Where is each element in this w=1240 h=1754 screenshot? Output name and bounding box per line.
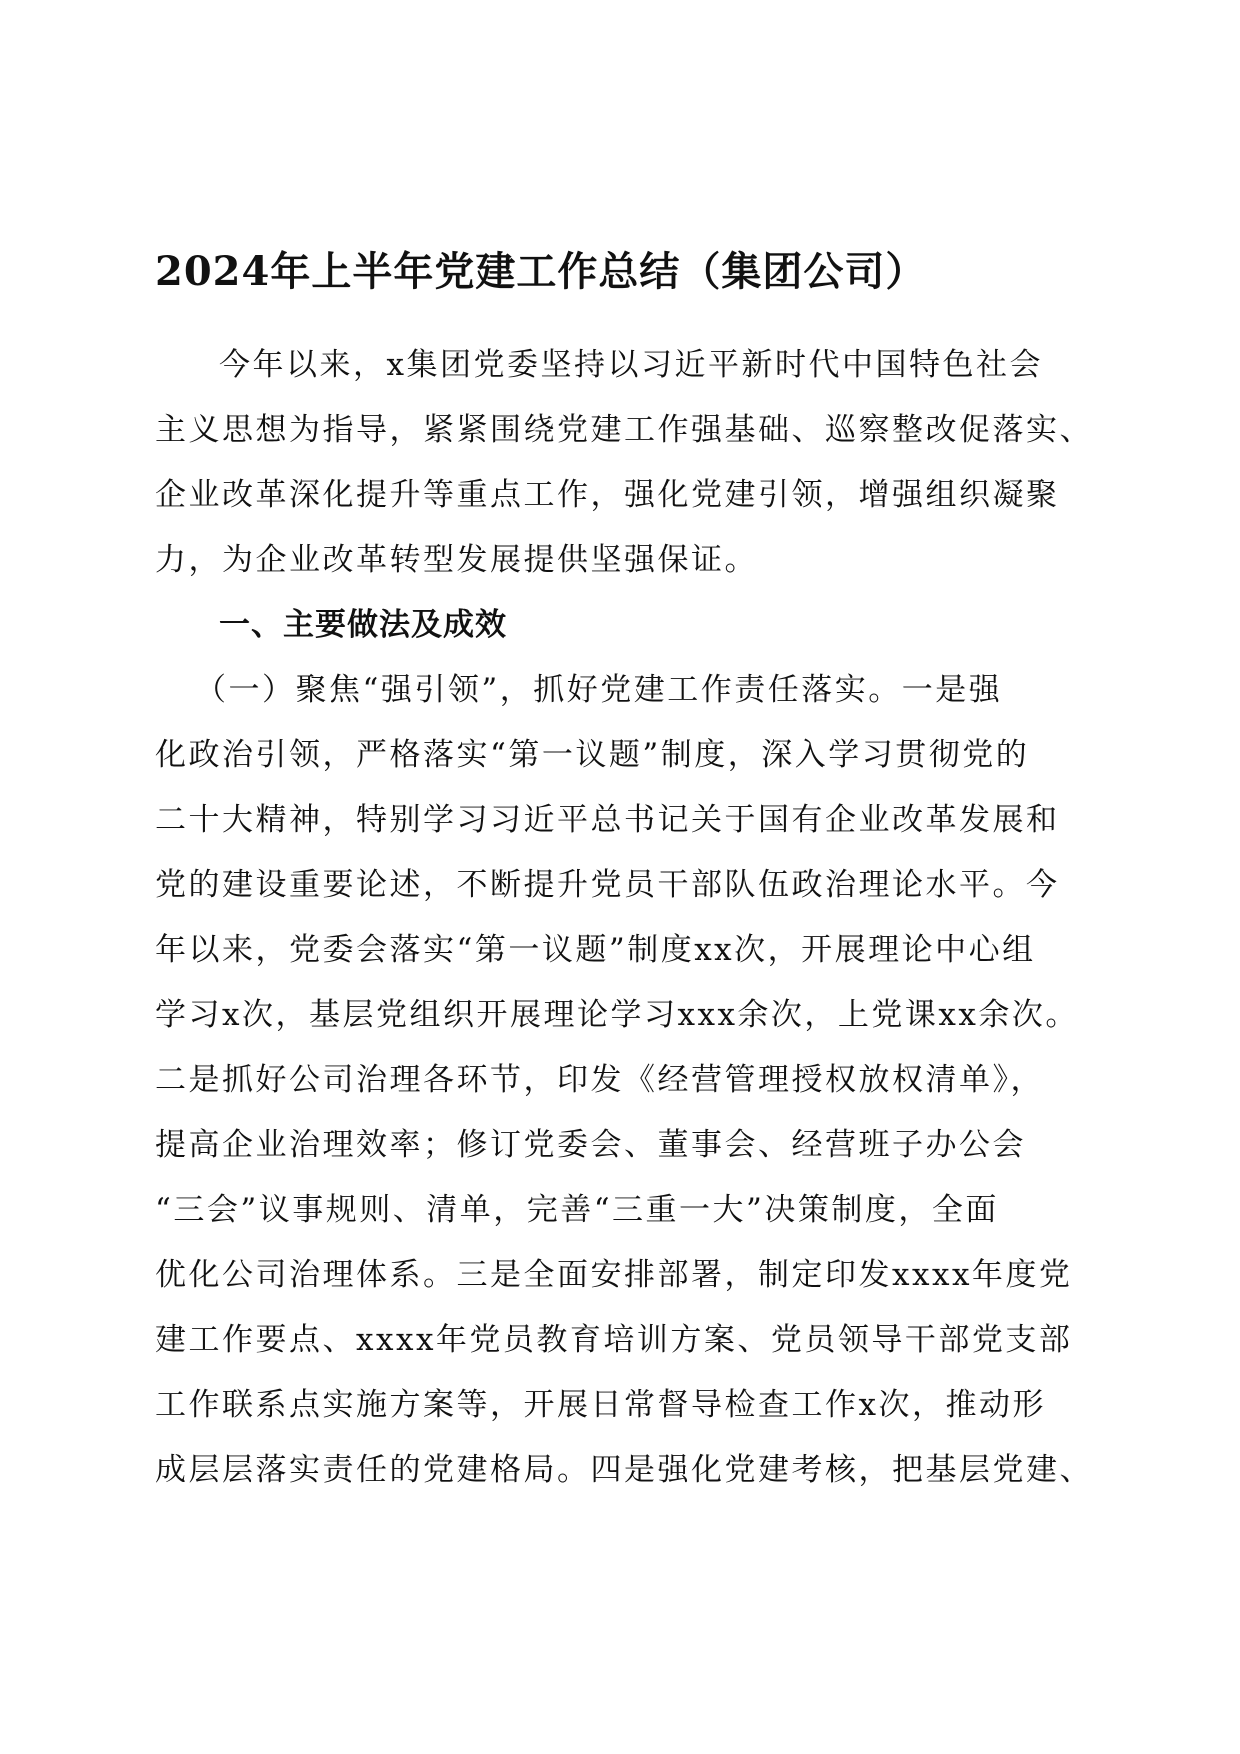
paragraph-line: 党的建设重要论述，不断提升党员干部队伍政治理论水平。今 [155,867,1060,903]
section-heading-block [155,593,1105,658]
paragraph-line: 学习x次，基层党组织开展理论学习xxx余次，上党课xx余次。 [155,997,1079,1033]
document-title: 2024年上半年党建工作总结（集团公司） [155,248,927,295]
paragraph-line: 二十大精神，特别学习习近平总书记关于国有企业改革发展和 [155,802,1060,838]
paragraph-line: 主义思想为指导，紧紧围绕党建工作强基础、巡察整改促落实、 [155,412,1093,448]
intro-paragraph [155,333,1105,593]
paragraph-line: 化政治引领，严格落实“第一议题”制度，深入学习贯彻党的 [155,737,1030,773]
paragraph-line: 年以来，党委会落实“第一议题”制度xx次，开展理论中心组 [155,932,1036,968]
paragraph-line: 提高企业治理效率；修订党委会、董事会、经营班子办公会 [155,1127,1026,1163]
paragraph-line: 成层层落实责任的党建格局。四是强化党建考核，把基层党建、 [155,1452,1093,1488]
section-heading: 一、主要做法及成效 [219,607,507,643]
paragraph-line: 工作联系点实施方案等，开展日常督导检查工作x次，推动形 [155,1387,1046,1423]
paragraph-line: 建工作要点、xxxx年党员教育培训方案、党员领导干部党支部 [155,1322,1073,1358]
paragraph-line: 企业改革深化提升等重点工作，强化党建引领，增强组织凝聚 [155,477,1060,513]
paragraph-line: 优化公司治理体系。三是全面安排部署，制定印发xxxx年度党 [155,1257,1073,1293]
body-paragraph [155,658,1105,1503]
paragraph-line: （一）聚焦“强引领”，抓好党建工作责任落实。一是强 [195,672,1003,708]
paragraph-line: 今年以来，x集团党委坚持以习近平新时代中国特色社会 [219,347,1043,383]
paragraph-line: “三会”议事规则、清单，完善“三重一大”决策制度，全面 [155,1192,999,1228]
paragraph-line: 力，为企业改革转型发展提供坚强保证。 [155,542,758,578]
paragraph-line: 二是抓好公司治理各环节，印发《经营管理授权放权清单》， [155,1062,1044,1098]
